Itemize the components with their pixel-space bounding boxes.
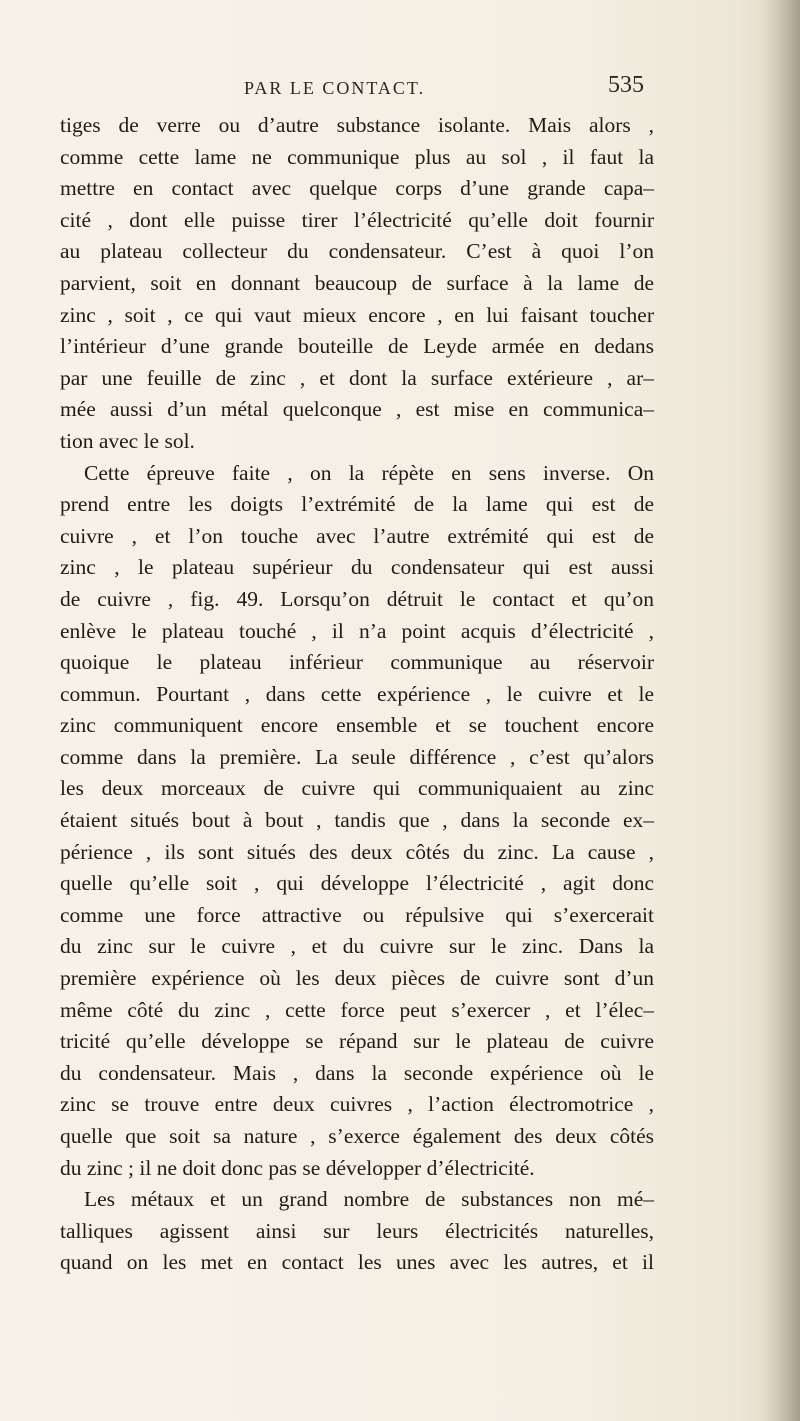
- text-line: première expérience où les deux pièces de cuivre sont d’un: [60, 966, 654, 991]
- text-line: Cette épreuve faite , on la répète en sens inverse. On: [84, 460, 654, 485]
- text-line: comme cette lame ne communique plus au sol , il faut la: [60, 144, 654, 169]
- text-line: zinc communiquent encore ensemble et se touchent encore: [60, 713, 654, 738]
- running-title: PAR LE CONTACT.: [244, 78, 426, 98]
- text-line: prend entre les doigts l’extrémité de la lame qui est de: [60, 492, 654, 517]
- text-line: périence , ils sont situés des deux côtés du zinc. La cause ,: [60, 839, 654, 864]
- text-line: enlève le plateau touché , il n’a point acquis d’électricité ,: [60, 618, 654, 643]
- text-line: zinc , le plateau supérieur du condensateur qui est aussi: [60, 555, 654, 580]
- text-line: du zinc ; il ne doit donc pas se développer d’électricité.: [60, 1155, 535, 1180]
- page-binding-edge: [762, 0, 800, 1421]
- text-line: au plateau collecteur du condensateur. C’est à quoi l’on: [60, 239, 654, 264]
- text-line: l’intérieur d’une grande bouteille de Leyde armée en dedans: [60, 334, 654, 359]
- page-number: 535: [608, 72, 644, 98]
- body-text: [60, 110, 654, 1279]
- text-line: quelle qu’elle soit , qui développe l’électricité , agit donc: [60, 871, 654, 896]
- text-line: talliques agissent ainsi sur leurs électricités naturelles,: [60, 1218, 654, 1243]
- text-line: cuivre , et l’on touche avec l’autre extrémité qui est de: [60, 523, 654, 548]
- text-line: quoique le plateau inférieur communique au réservoir: [60, 650, 654, 675]
- text-line: comme une force attractive ou répulsive qui s’exercerait: [60, 902, 654, 927]
- text-line: les deux morceaux de cuivre qui communiquaient au zinc: [60, 776, 654, 801]
- text-line: comme dans la première. La seule différence , c’est qu’alors: [60, 744, 654, 769]
- text-line: cité , dont elle puisse tirer l’électricité qu’elle doit fournir: [60, 207, 654, 232]
- text-line: tion avec le sol.: [60, 428, 195, 453]
- text-line: étaient situés bout à bout , tandis que , dans la seconde ex–: [60, 808, 654, 833]
- text-line: mettre en contact avec quelque corps d’une grande capa–: [60, 176, 654, 201]
- text-line: commun. Pourtant , dans cette expérience , le cuivre et le: [60, 681, 654, 706]
- text-line: parvient, soit en donnant beaucoup de surface à la lame de: [60, 270, 654, 295]
- text-line: par une feuille de zinc , et dont la surface extérieure , ar–: [60, 365, 654, 390]
- text-line: Les métaux et un grand nombre de substances non mé–: [84, 1187, 654, 1212]
- text-line: quand on les met en contact les unes avec les autres, et il: [60, 1250, 654, 1275]
- text-line: du zinc sur le cuivre , et du cuivre sur le zinc. Dans la: [60, 934, 654, 959]
- text-line: même côté du zinc , cette force peut s’exercer , et l’élec–: [60, 997, 654, 1022]
- text-line: tiges de verre ou d’autre substance isolante. Mais alors ,: [60, 113, 654, 137]
- text-line: zinc se trouve entre deux cuivres , l’action électromotrice ,: [60, 1092, 654, 1117]
- text-line: mée aussi d’un métal quelconque , est mise en communica–: [60, 397, 654, 422]
- text-line: quelle que soit sa nature , s’exerce également des deux côtés: [60, 1124, 654, 1148]
- text-line: zinc , soit , ce qui vaut mieux encore , en lui faisant toucher: [60, 302, 654, 327]
- text-line: tricité qu’elle développe se répand sur le plateau de cuivre: [60, 1029, 654, 1054]
- text-line: de cuivre , fig. 49. Lorsqu’on détruit le contact et qu’on: [60, 586, 654, 611]
- text-line: du condensateur. Mais , dans la seconde expérience où le: [60, 1060, 654, 1085]
